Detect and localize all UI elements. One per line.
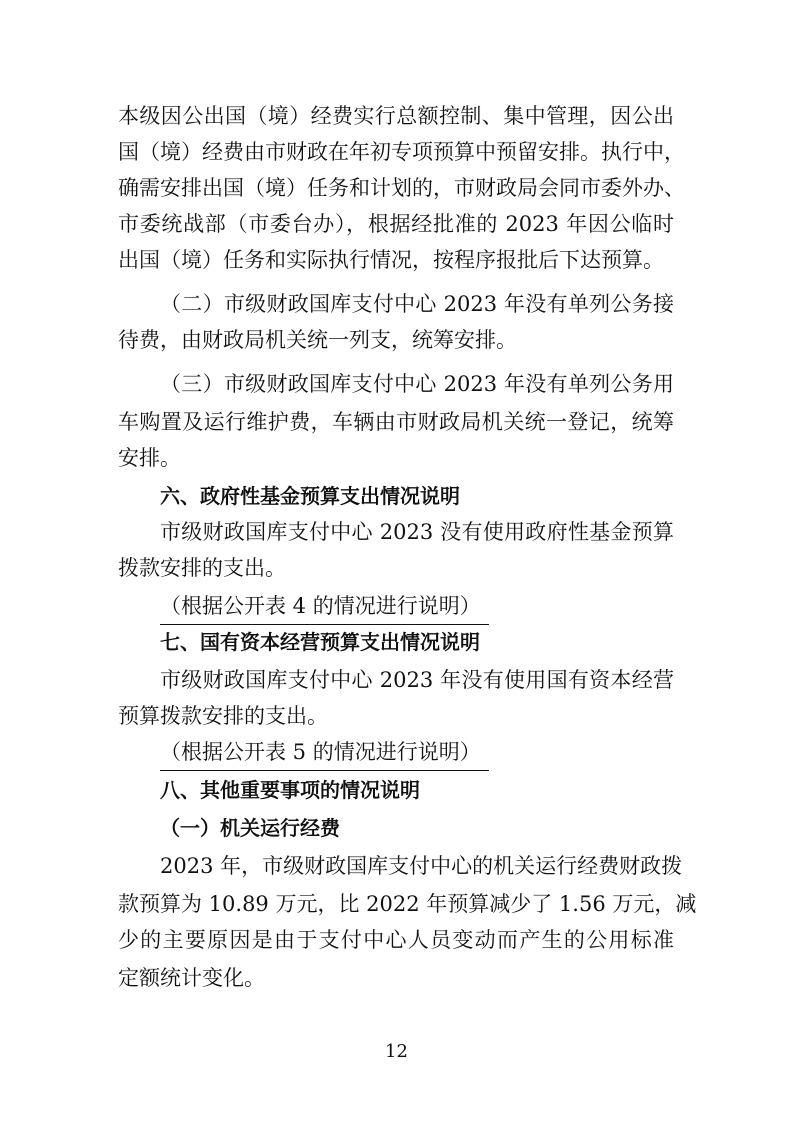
body-text-line: 市委统战部（市委台办），根据经批准的 2023 年因公临时 <box>118 212 674 236</box>
body-text-line: 款预算为 10.89 万元，比 2022 年预算减少了 1.56 万元，减 <box>118 892 697 916</box>
table-reference-note: （根据公开表 4 的情况进行说明） <box>160 588 489 625</box>
section-heading: 七、国有资本经营预算支出情况说明 <box>160 630 480 654</box>
section-heading: 八、其他重要事项的情况说明 <box>160 778 420 802</box>
body-text-line: 待费，由财政局机关统一列支，统筹安排。 <box>118 328 517 352</box>
body-text-line: （二）市级财政国库支付中心 2023 年没有单列公务接 <box>160 292 674 316</box>
page-number: 12 <box>385 1041 408 1062</box>
table-reference-note: （根据公开表 5 的情况进行说明） <box>160 734 489 771</box>
body-text-line: 确需安排出国（境）任务和计划的，市财政局会同市委外办、 <box>118 176 685 200</box>
body-text-line: 本级因公出国（境）经费实行总额控制、集中管理，因公出 <box>118 104 674 128</box>
section-heading: 六、政府性基金预算支出情况说明 <box>160 484 460 508</box>
body-text-line: 定额统计变化。 <box>118 966 265 990</box>
body-text-line: 安排。 <box>118 446 181 470</box>
body-text-line: （三）市级财政国库支付中心 2023 年没有单列公务用 <box>160 372 674 396</box>
body-text-line: 市级财政国库支付中心 2023 没有使用政府性基金预算 <box>160 520 674 544</box>
body-text-line: 预算拨款安排的支出。 <box>118 704 328 728</box>
body-text-line: 出国（境）任务和实际执行情况，按程序报批后下达预算。 <box>118 248 664 272</box>
body-text-line: 拨款安排的支出。 <box>118 556 286 580</box>
body-text-line: 市级财政国库支付中心 2023 年没有使用国有资本经营 <box>160 668 674 692</box>
body-text-line: 国（境）经费由市财政在年初专项预算中预留安排。执行中， <box>118 140 685 164</box>
body-text-line: 少的主要原因是由于支付中心人员变动而产生的公用标准 <box>118 928 674 952</box>
subsection-heading: （一）机关运行经费 <box>160 816 340 840</box>
body-text-line: 车购置及运行维护费，车辆由市财政局机关统一登记，统筹 <box>118 410 674 434</box>
body-text-line: 2023 年，市级财政国库支付中心的机关运行经费财政拨 <box>160 854 683 878</box>
